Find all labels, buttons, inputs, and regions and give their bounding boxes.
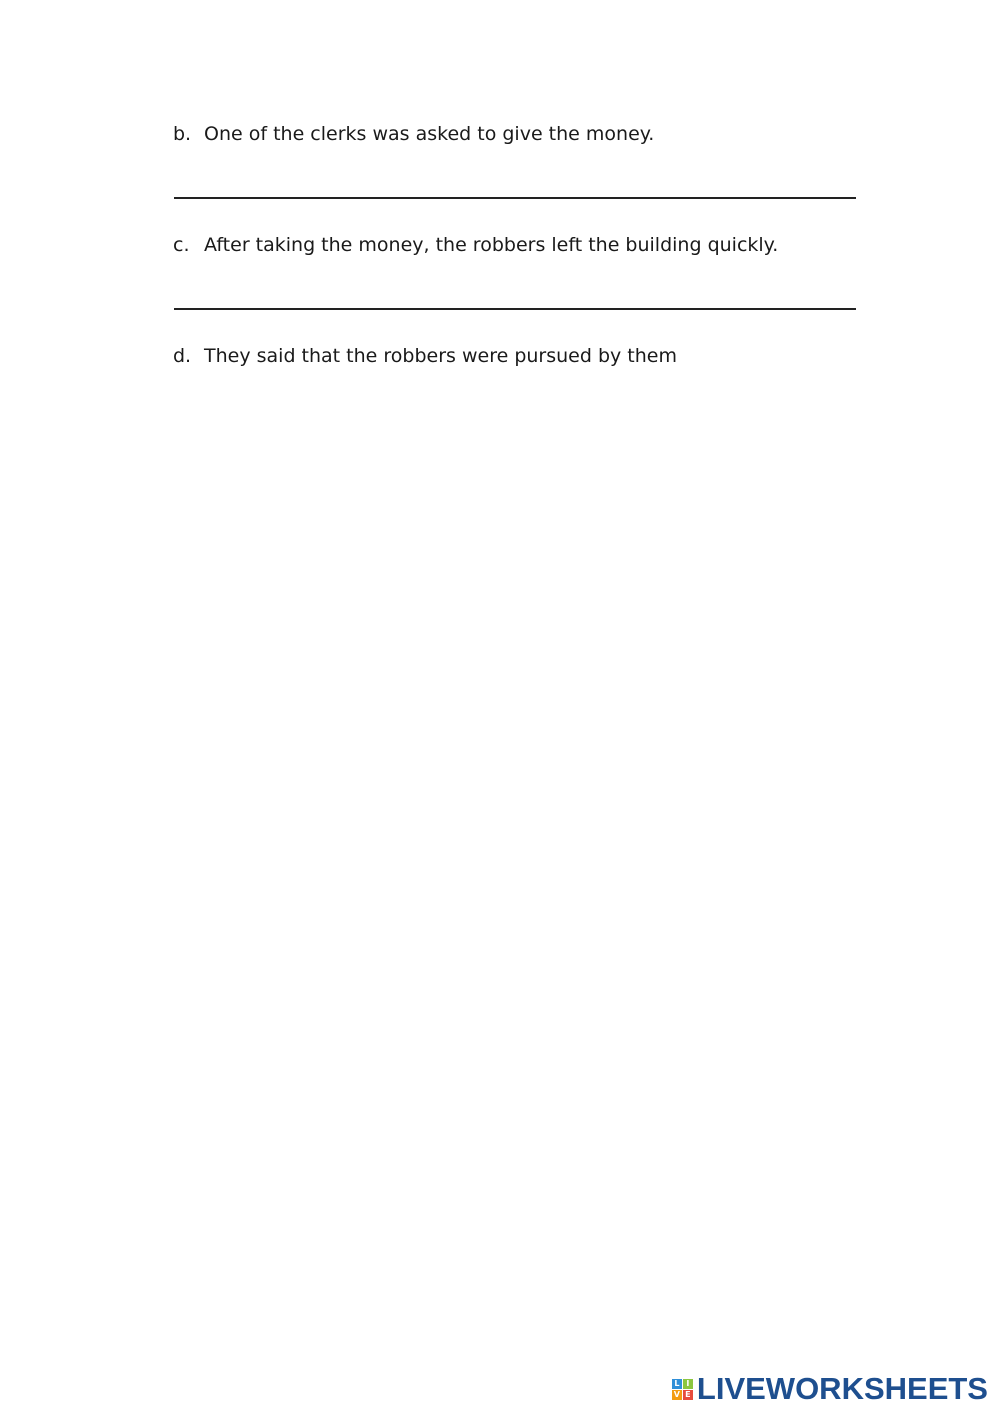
exercise-item-d: [173, 344, 677, 368]
logo-cell: L: [672, 1379, 682, 1389]
liveworksheets-logo: [672, 1372, 988, 1406]
item-letter: d.: [173, 345, 192, 367]
item-letter: c.: [173, 234, 190, 256]
logo-wordmark: LIVEWORKSHEETS: [696, 1371, 988, 1406]
item-sentence: They said that the robbers were pursued by them: [204, 345, 677, 367]
exercise-item-c: [173, 233, 778, 257]
answer-line[interactable]: [174, 308, 856, 310]
answer-line[interactable]: [174, 197, 856, 199]
item-sentence: After taking the money, the robbers left the building quickly.: [204, 234, 779, 256]
logo-cell: V: [673, 1389, 680, 1399]
logo-grid-icon: [672, 1379, 693, 1400]
item-letter: b.: [173, 123, 192, 145]
logo-cell: I: [683, 1379, 693, 1389]
exercise-item-b: [173, 122, 654, 146]
item-sentence: One of the clerks was asked to give the money.: [204, 123, 655, 145]
logo-cell: E: [683, 1390, 693, 1400]
